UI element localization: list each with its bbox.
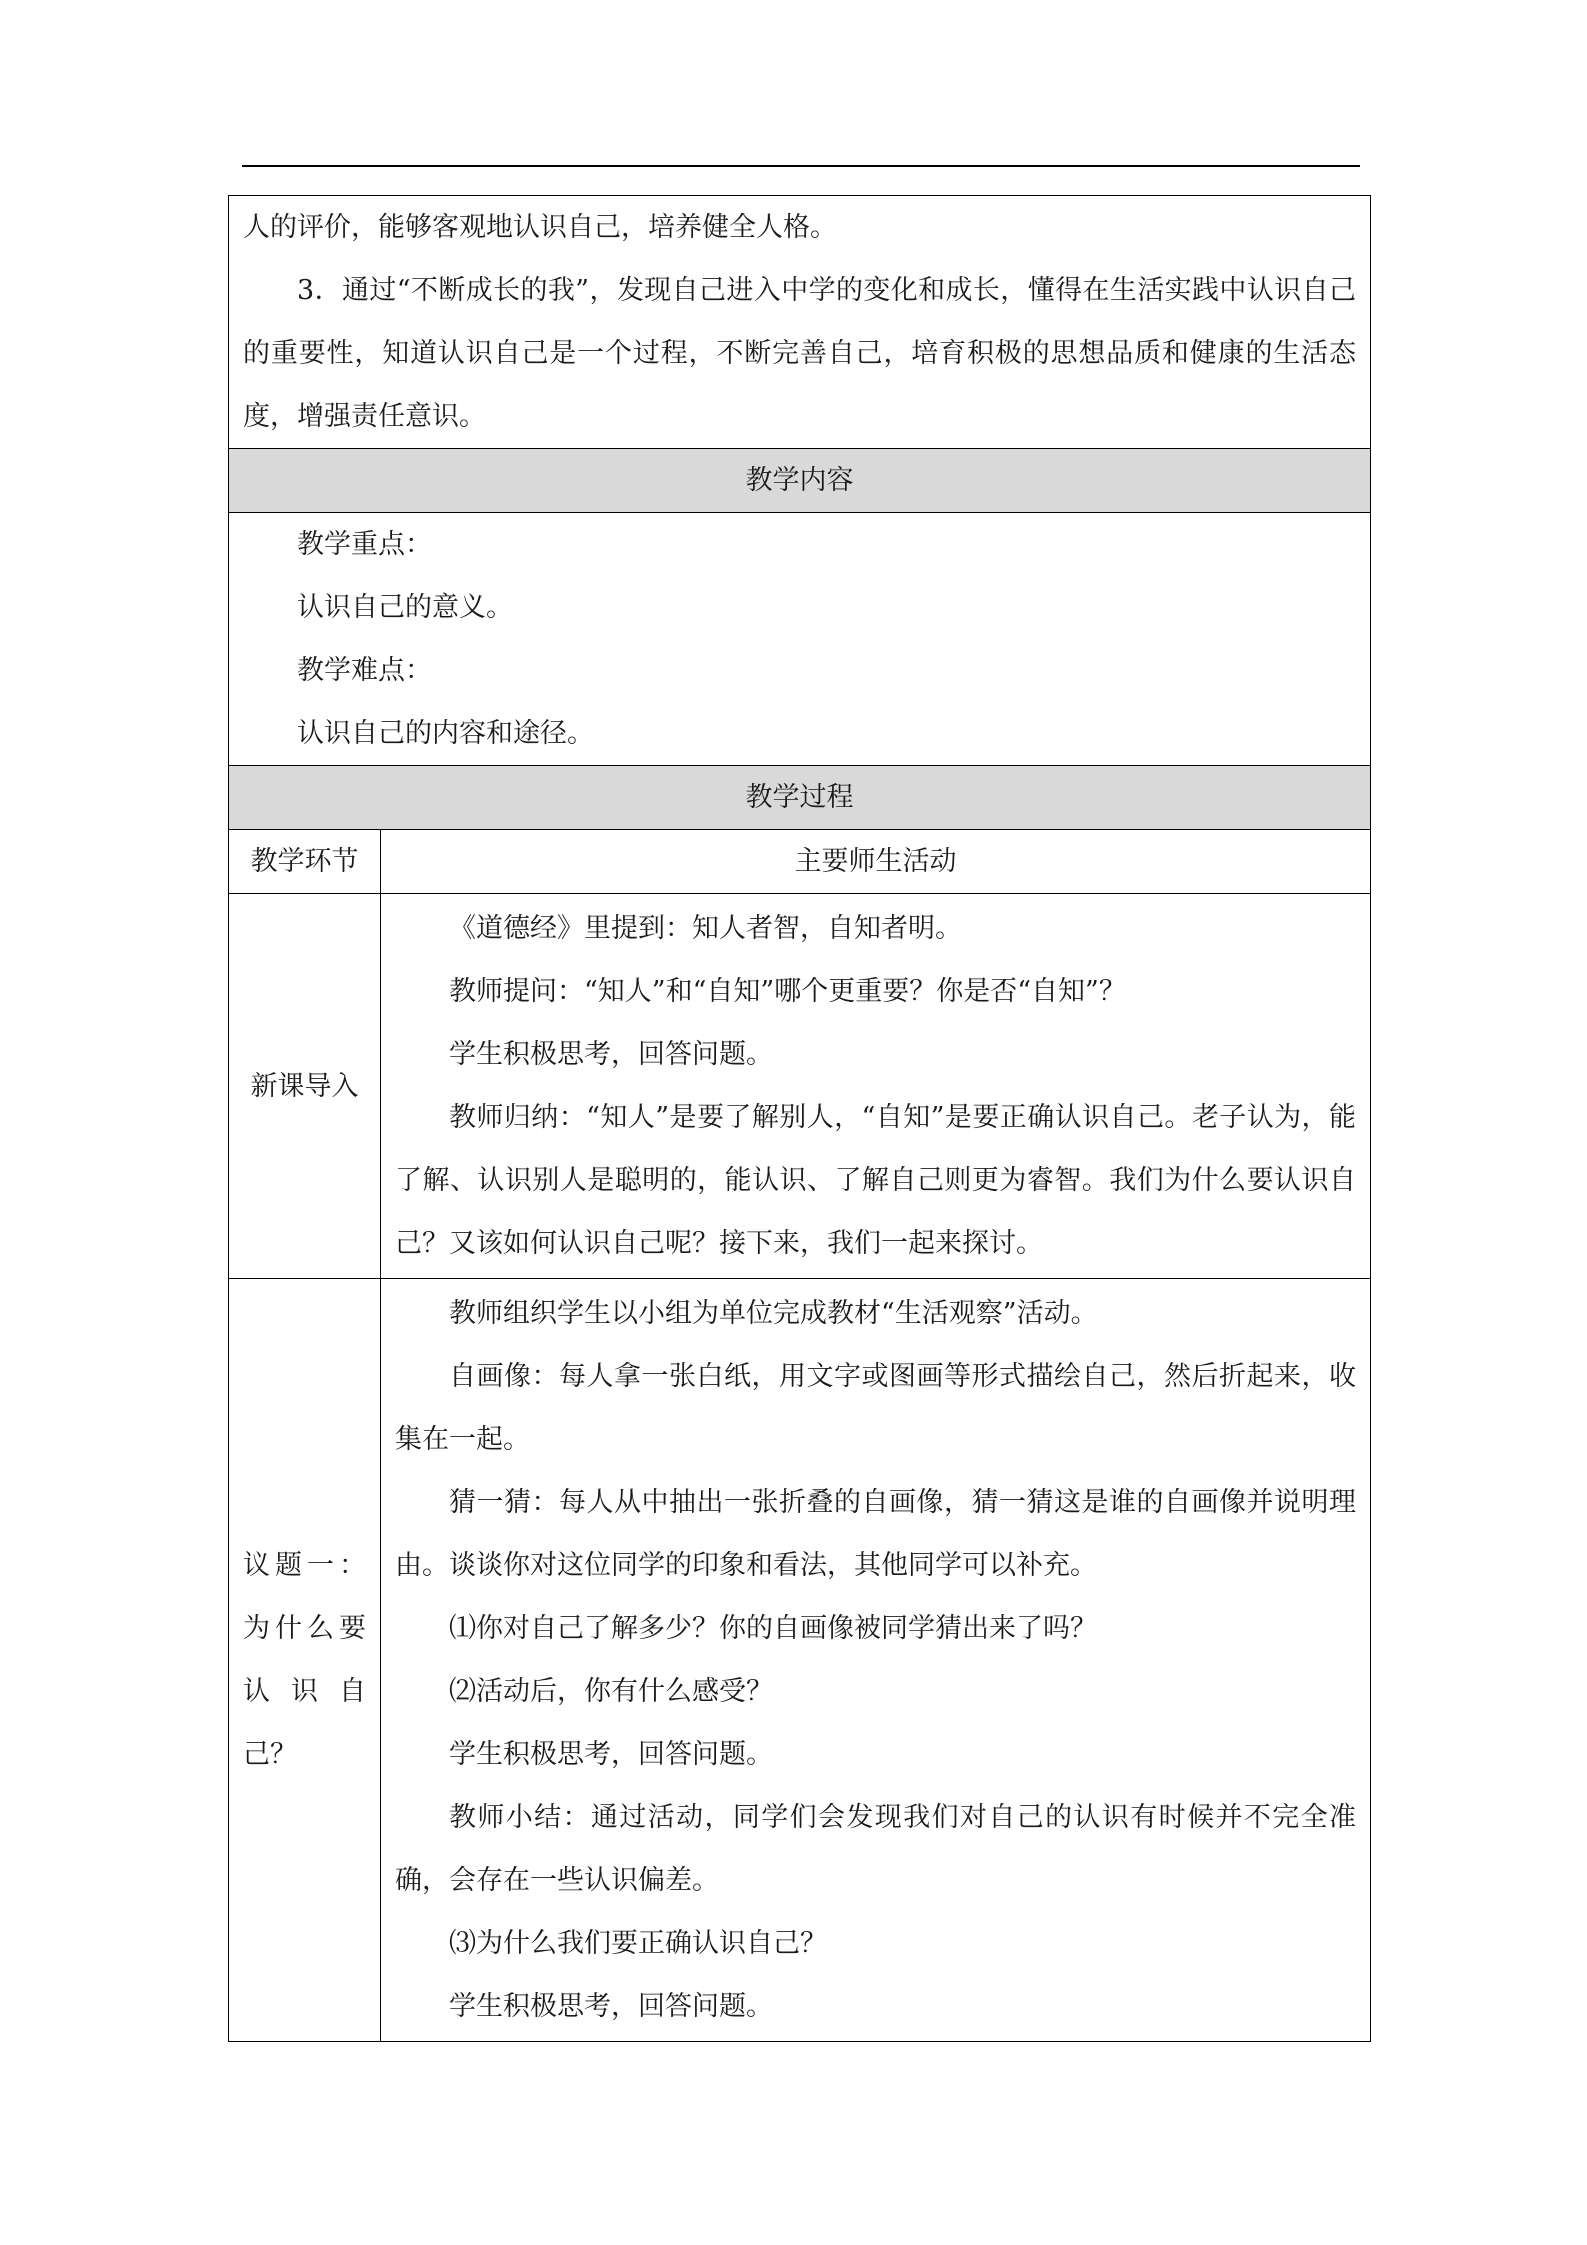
stage-column-header: 教学环节 xyxy=(229,830,381,894)
stage-label-line: 己？ xyxy=(243,1739,297,1770)
stage-label-line: 为什么要 xyxy=(243,1613,366,1644)
process-column-header-row xyxy=(229,830,1371,894)
stage-label-topic-1 xyxy=(229,1279,381,2042)
content-heading-row xyxy=(229,449,1371,513)
process-heading-row xyxy=(229,766,1371,830)
activity-line: 《道德经》里提到：知人者智，自知者明。 xyxy=(449,913,962,944)
objectives-row xyxy=(229,196,1371,449)
stage-label-intro: 新课导入 xyxy=(229,894,381,1279)
stage-label-line: 认识自 xyxy=(243,1676,366,1707)
activity-line: 自画像：每人拿一张白纸，用文字或图画等形式描绘自己，然后折起来，收集在一起。 xyxy=(395,1361,1356,1455)
activity-line: 教师归纳：“知人”是要了解别人，“自知”是要正确认识自己。老子认为，能了解、认识别人是聪明的，能认识、了解自己则更为睿智。我们为什么要认识自己？又该如何认识自己呢？接下来，我们一起来探讨。 xyxy=(395,1102,1356,1259)
activity-line: 猜一猜：每人从中抽出一张折叠的自画像，猜一猜这是谁的自画像并说明理由。谈谈你对这位同学的印象和看法，其他同学可以补充。 xyxy=(395,1487,1356,1581)
activity-line: 学生积极思考，回答问题。 xyxy=(449,1039,773,1070)
header-rule xyxy=(242,165,1360,167)
stage-row-topic-1 xyxy=(229,1279,1371,2042)
stage-activities-intro xyxy=(381,894,1371,1279)
key-point-label: 教学重点： xyxy=(297,529,432,560)
activity-line: 教师组织学生以小组为单位完成教材“生活观察”活动。 xyxy=(449,1298,1098,1329)
content-heading: 教学内容 xyxy=(229,449,1371,513)
objectives-continued-text: 人的评价，能够客观地认识自己，培养健全人格。 xyxy=(243,212,837,243)
activity-line: 教师小结：通过活动，同学们会发现我们对自己的认识有时候并不完全准确，会存在一些认识偏差。 xyxy=(395,1802,1356,1896)
key-point-text: 认识自己的意义。 xyxy=(297,592,513,623)
activity-line: ⑶为什么我们要正确认识自己？ xyxy=(449,1928,827,1959)
objective-item-3: 3．通过“不断成长的我”，发现自己进入中学的变化和成长，懂得在生活实践中认识自己的重要性，知道认识自己是一个过程，不断完善自己，培育积极的思想品质和健康的生活态度，增强责任意识。 xyxy=(243,275,1356,432)
difficult-point-text: 认识自己的内容和途径。 xyxy=(297,718,594,749)
lesson-plan-table xyxy=(228,195,1371,2042)
content-cell xyxy=(229,513,1371,766)
content-row xyxy=(229,513,1371,766)
activity-line: 学生积极思考，回答问题。 xyxy=(449,1739,773,1770)
stage-row-intro xyxy=(229,894,1371,1279)
activity-line: 教师提问：“知人”和“自知”哪个更重要？你是否“自知”？ xyxy=(449,976,1126,1007)
activity-line: ⑴你对自己了解多少？你的自画像被同学猜出来了吗？ xyxy=(449,1613,1097,1644)
stage-label-line: 议题一： xyxy=(243,1550,366,1581)
objectives-cell xyxy=(229,196,1371,449)
activity-column-header: 主要师生活动 xyxy=(381,830,1371,894)
stage-activities-topic-1 xyxy=(381,1279,1371,2042)
activity-line: ⑵活动后，你有什么感受？ xyxy=(449,1676,773,1707)
difficult-point-label: 教学难点： xyxy=(297,655,432,686)
activity-line: 学生积极思考，回答问题。 xyxy=(449,1991,773,2022)
process-heading: 教学过程 xyxy=(229,766,1371,830)
